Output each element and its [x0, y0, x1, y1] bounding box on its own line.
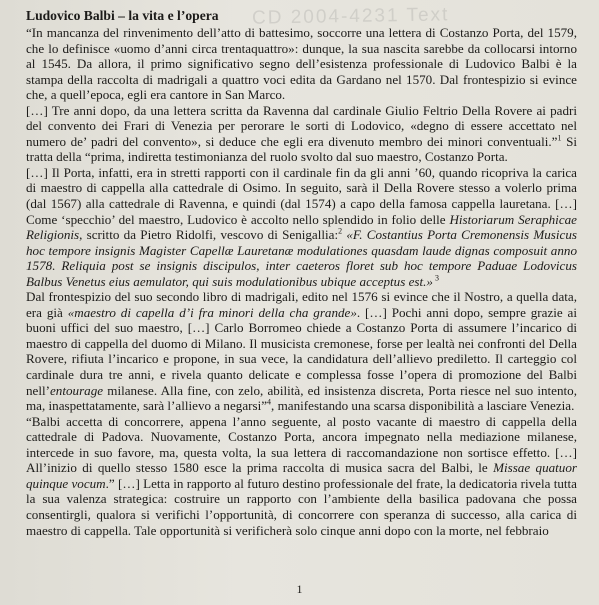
paragraph-3	[26, 165, 577, 289]
title-quote: «maestro di capella d’i fra minori della cha grande»	[67, 304, 357, 320]
page-title: Ludovico Balbi – la vita e l’opera	[26, 8, 219, 23]
text: . […] Pochi anni dopo, sempre grazie ai buoni uffici del suo maestro, […] Carlo Borromeo chiede a Costanzo Porta di assumere l’incarico di maestro di cappella del duomo di Milano. Il musicista cremonese, forse per lealtà nei confronti del Della Rovere, rifiuta l’incarico e propone, in sua vece, la candidatura dell’allievo prediletto. Il carteggio col cardinale dura tre anni, e rivela quanto delicate e complessa fosse l’opera di promozione del Balbi nell’	[26, 304, 578, 398]
paragraph-5	[26, 414, 577, 538]
paragraph-2	[26, 103, 577, 165]
text: .” […] Letta in rapporto al futuro destino professionale del frate, la dedicatoria rivela tutta la sua valenza strategica: costruire un rapporto con l’ambiente della basilica padovana che possa consentirgli, qualora si verifichi l’opportunità, di concorrere con speranza di successo, alla carica di maestro di cappella. Tale opportunità si verificherà solo cinque anni dopo con la morte, nel febbraio	[26, 475, 577, 538]
text: “Balbi accetta di concorrere, appena l’anno seguente, al posto vacante di maestro di cappella della cattedrale di Padova. Nuovamente, Costanzo Porta, ancora impegnato nella mediazione milanese, intercede in suo favore, ma, questa volta, la sua lettera di raccomandazione non sortisce effetto. […] All’inizio di quello stesso 1580 esce la prima raccolta di musica sacra del Balbi, le	[26, 413, 577, 476]
footnote-ref: 4	[267, 397, 272, 407]
work-title: Missae quatuor quinque vocum	[26, 460, 577, 491]
italic-word: entourage	[50, 382, 104, 398]
catalog-stamp: CD 2004-4231 Text	[251, 4, 450, 29]
footnote-ref: 3	[432, 273, 439, 283]
page-number: 1	[296, 582, 303, 596]
text: Dal frontespizio del suo secondo libro di madrigali, edito nel 1576 si evince che il Nostro, a quella data, era già	[26, 289, 577, 320]
text: milanese. Alla fine, con zelo, abilità, ed insistenza discreta, Porta riesce nel suo intento, ma, inaspettatamente, sarà l’allievo a negarsi”	[26, 382, 577, 414]
paragraph-4	[26, 289, 577, 413]
text: […] Tre anni dopo, da una lettera scritta da Ravenna dal cardinale Giulio Feltrio Della Rovere ai padri del convento dei Frari di Venezia per perorare le sorti di Lodovico, «degno di essere accettato nel numero de’ padri del convento», si deduce che egli era divenuto membro dei minori conventuali.”	[26, 102, 577, 149]
paragraph-1	[26, 25, 577, 103]
footnote-ref: 2	[338, 226, 343, 236]
text: […] Il Porta, infatti, era in stretti rapporti con il cardinale fin da gli anni ’60, quando ricopriva la carica di maestro di cappella alla cattedrale di Osimo. In seguito, sarà il Della Rovere stesso a volerlo prima (dal 1567) alla cattedrale di Ravenna, e quindi (dal 1574) a capo della famosa cappella lauretana. […] Come ‘specchio’ del maestro, Ludovico è accolto nello splendido in folio delle	[26, 164, 577, 227]
footnote-ref: 1	[557, 133, 562, 143]
text: Si tratta della “prima, indiretta testimonianza del ruolo svolto dal suo maestro, Costanzo Porta.	[26, 133, 577, 165]
text: “In mancanza del rinvenimento dell’atto di battesimo, soccorre una lettera di Costanzo Porta, del 1579, che lo definisce «uomo d’anni circa trentaquattro»: dunque, la sua nascita sarebbe da collocarsi intorno al 1545. Da allora, il primo significativo segno dell’esistenza professionale di Ludovico Balbi è la stampa della raccolta di madrigali a quattro voci edita da Gardano nel 1570. Dal frontespizio si evince che, a quell’epoca, egli era cantore in San Marco.	[26, 25, 577, 103]
latin-quote: «F. Costantius Porta Cremonensis Musicus hoc tempore insignis Magister Capellæ Lauretanæ modulationes quasdam laude dignas composuit anno 1578. Reliquia post se insignis discipulos, inter caeteros floret sub hoc tempore Paduae Lodovicus Balbus Venetus eius aemulator, qui suis modulationibus ubique acceptus est.»	[26, 227, 577, 289]
book-title: Historiarum Seraphicae Religionis	[26, 211, 577, 243]
text: , scritto da Pietro Ridolfi, vescovo di Senigallia:	[79, 227, 339, 243]
text: , manifestando una scarsa disponibilità a lasciare Venezia.	[271, 398, 575, 414]
